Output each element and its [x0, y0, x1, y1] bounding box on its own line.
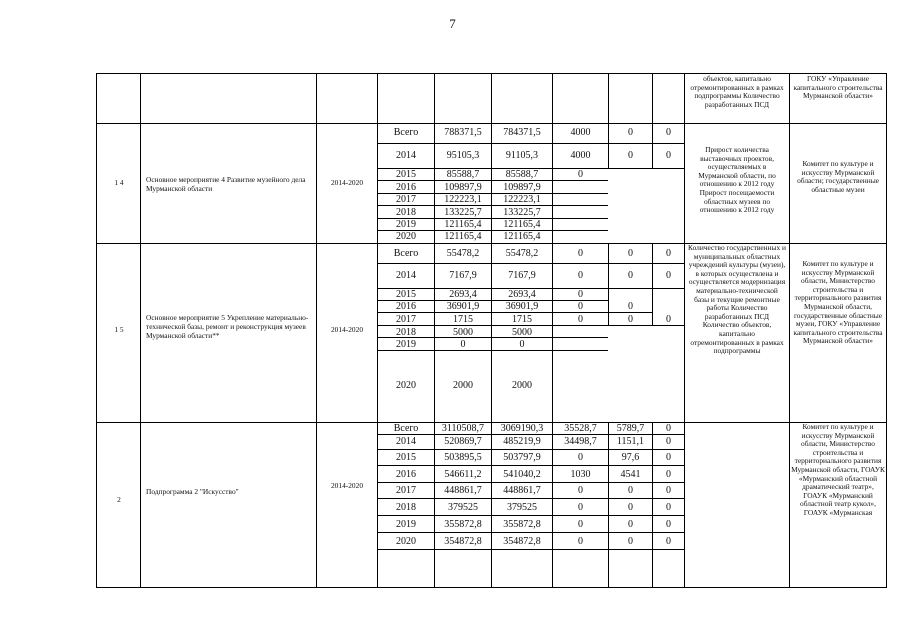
- value-other: 0: [666, 248, 671, 259]
- value-local: 97,6: [621, 452, 640, 463]
- value-total: 1715: [453, 314, 473, 325]
- value-federal: 0: [578, 301, 583, 312]
- value-other: 0: [666, 502, 671, 513]
- value-regional: 2693,4: [508, 289, 536, 300]
- value-regional: 5000: [512, 327, 532, 338]
- value-total: 5000: [453, 327, 473, 338]
- year-label: 2020: [396, 380, 416, 391]
- year-label: 2015: [396, 169, 416, 180]
- value-regional: 36901,9: [505, 301, 539, 312]
- year-label: 2015: [396, 452, 416, 463]
- value-local: 0: [628, 248, 633, 259]
- value-total: 7167,9: [449, 270, 477, 281]
- indicators-text: Прирост количества выставочных проектов, осуществляемых в Мурманской области, по отношению к 2012 году Прирост посещаемости областных музеев по отношению к 2012 году: [698, 145, 776, 215]
- value-regional: 0: [519, 339, 525, 350]
- value-other: 0: [666, 314, 671, 325]
- value-regional: 503797,9: [503, 452, 541, 463]
- executors-text: Комитет по культуре и искусству Мурманской области, Министерство строительства и территориального развития Мурманской области, государственные областные музеи, ГОКУ «Управление капитального строительства Мурманской области»: [793, 259, 883, 346]
- value-federal: 4000: [570, 127, 591, 138]
- year-label: 2016: [396, 301, 416, 312]
- value-regional: 784371,5: [503, 127, 541, 138]
- value-regional: 85588,7: [505, 169, 539, 180]
- value-other: 0: [666, 270, 671, 281]
- page-number: 7: [449, 16, 456, 31]
- executors-text: Комитет по культуре и искусству Мурманской области; государственные областные музеи: [797, 159, 879, 194]
- value-local: 0: [628, 127, 633, 138]
- measure-name: Основное мероприятие 4 Развитие музейного дела Мурманской области: [146, 175, 306, 193]
- value-local: 0: [628, 270, 633, 281]
- value-total: 448861,7: [444, 485, 482, 496]
- value-local: 0: [628, 502, 633, 513]
- value-total: 503895,5: [444, 452, 482, 463]
- value-federal: 35528,7: [564, 423, 597, 434]
- year-label: 2016: [396, 182, 416, 193]
- year-label: 2020: [396, 536, 416, 547]
- top-indicators: объектов, капитально отремонтированных в рамках подпрограммы Количество разработанных ПСД: [690, 74, 784, 109]
- year-label: 2020: [396, 231, 416, 242]
- year-label: Всего: [393, 127, 419, 138]
- value-total: 520869,7: [444, 436, 482, 447]
- top-executors: ГОКУ «Управление капитального строительства Мурманской области»: [793, 74, 883, 101]
- value-regional: 379525: [507, 502, 537, 513]
- measure-name: Подпрограмма 2 "Искусство": [146, 487, 239, 496]
- value-local: 0: [628, 314, 633, 325]
- value-other: 0: [666, 127, 671, 138]
- value-regional: 448861,7: [503, 485, 541, 496]
- year-label: 2017: [396, 194, 416, 205]
- row-number: 1 5: [114, 325, 124, 334]
- value-regional: 122223,1: [503, 194, 541, 205]
- value-total: 95105,3: [446, 150, 480, 161]
- value-other: 0: [666, 150, 671, 161]
- value-federal: 0: [578, 248, 583, 259]
- value-local: 0: [628, 485, 633, 496]
- value-regional: 354872,8: [503, 536, 541, 547]
- row-number: 2: [117, 495, 121, 504]
- value-other: 0: [666, 469, 671, 480]
- value-regional: 541040,2: [503, 469, 541, 480]
- value-federal: 4000: [570, 150, 591, 161]
- year-label: 2019: [396, 339, 416, 350]
- measure-period: 2014-2020: [330, 178, 364, 187]
- value-federal: 0: [578, 452, 583, 463]
- value-regional: 3069190,3: [500, 423, 544, 434]
- year-label: 2014: [396, 436, 416, 447]
- value-total: 546611,2: [444, 469, 482, 480]
- value-local: 4541: [620, 469, 641, 480]
- year-label: 2014: [396, 270, 416, 281]
- value-total: 55478,2: [446, 248, 480, 259]
- year-label: 2018: [396, 207, 416, 218]
- value-regional: 2000: [512, 380, 532, 391]
- value-regional: 7167,9: [508, 270, 536, 281]
- value-regional: 121165,4: [503, 231, 541, 242]
- value-local: 0: [628, 301, 633, 312]
- value-regional: 91105,3: [505, 150, 539, 161]
- value-local: 5789,7: [616, 423, 645, 434]
- value-other: 0: [666, 423, 671, 434]
- value-federal: 0: [578, 485, 583, 496]
- value-federal: 0: [578, 502, 583, 513]
- value-federal: 1030: [570, 469, 591, 480]
- year-label: 2014: [396, 150, 416, 161]
- value-total: 122223,1: [444, 194, 482, 205]
- value-federal: 0: [578, 314, 583, 325]
- value-federal: 0: [578, 270, 583, 281]
- value-local: 0: [628, 519, 633, 530]
- value-federal: 0: [578, 289, 583, 300]
- indicators-text: Количество государственных и муниципальных областных учреждений культуры (музеи), в которых осуществлена и осуществляется модернизация материально-технической базы и текущие ремонтные работы Количество разработанных ПСД Количество объектов, капитально отремонтированных в рамках подпрограммы: [688, 243, 786, 356]
- value-total: 109897,9: [444, 182, 482, 193]
- year-label: 2015: [396, 289, 416, 300]
- year-label: 2018: [396, 327, 416, 338]
- value-other: 0: [666, 436, 671, 447]
- value-regional: 109897,9: [503, 182, 541, 193]
- measure-name: Основное мероприятие 5 Укрепление материально-технической базы, ремонт и реконструкция музеев Мурманской области**: [146, 313, 309, 340]
- value-local: 0: [628, 150, 633, 161]
- year-label: 2018: [396, 502, 416, 513]
- value-total: 355872,8: [444, 519, 482, 530]
- value-regional: 133225,7: [503, 207, 541, 218]
- value-federal: 34498,7: [564, 436, 597, 447]
- measure-period: 2014-2020: [330, 481, 364, 490]
- value-total: 354872,8: [444, 536, 482, 547]
- value-regional: 121165,4: [503, 219, 541, 230]
- year-label: 2016: [396, 469, 416, 480]
- value-other: 0: [666, 536, 671, 547]
- year-label: Всего: [393, 248, 419, 259]
- measure-period: 2014-2020: [330, 325, 364, 334]
- year-label: Всего: [393, 423, 419, 434]
- value-other: 0: [666, 452, 671, 463]
- value-total: 3110508,7: [441, 423, 485, 434]
- year-label: 2019: [396, 219, 416, 230]
- value-total: 121165,4: [444, 231, 482, 242]
- value-federal: 0: [578, 519, 583, 530]
- value-total: 2000: [453, 380, 473, 391]
- value-regional: 1715: [512, 314, 532, 325]
- executors-text: Комитет по культуре и искусству Мурманской области, Министерство строительства и территориального развития Мурманской области, ГОАУК «Мурманский областной драматический театр», ГОАУК «Мурманский областной театр кукол», ГОАУК «Мурманская: [791, 422, 885, 517]
- value-other: 0: [666, 485, 671, 496]
- value-total: 0: [460, 339, 466, 350]
- year-label: 2019: [396, 519, 416, 530]
- value-total: 85588,7: [446, 169, 480, 180]
- year-label: 2017: [396, 485, 416, 496]
- value-regional: 55478,2: [505, 248, 539, 259]
- value-other: 0: [666, 519, 671, 530]
- value-total: 133225,7: [444, 207, 482, 218]
- row-number: 1 4: [114, 178, 124, 187]
- value-total: 121165,4: [444, 219, 482, 230]
- value-local: 0: [628, 536, 633, 547]
- value-total: 788371,5: [444, 127, 482, 138]
- year-label: 2017: [396, 314, 416, 325]
- value-federal: 0: [578, 169, 583, 180]
- value-total: 379525: [448, 502, 478, 513]
- value-total: 36901,9: [446, 301, 480, 312]
- value-regional: 355872,8: [503, 519, 541, 530]
- value-regional: 485219,9: [503, 436, 541, 447]
- value-total: 2693,4: [449, 289, 477, 300]
- value-federal: 0: [578, 536, 583, 547]
- value-local: 1151,1: [616, 436, 645, 447]
